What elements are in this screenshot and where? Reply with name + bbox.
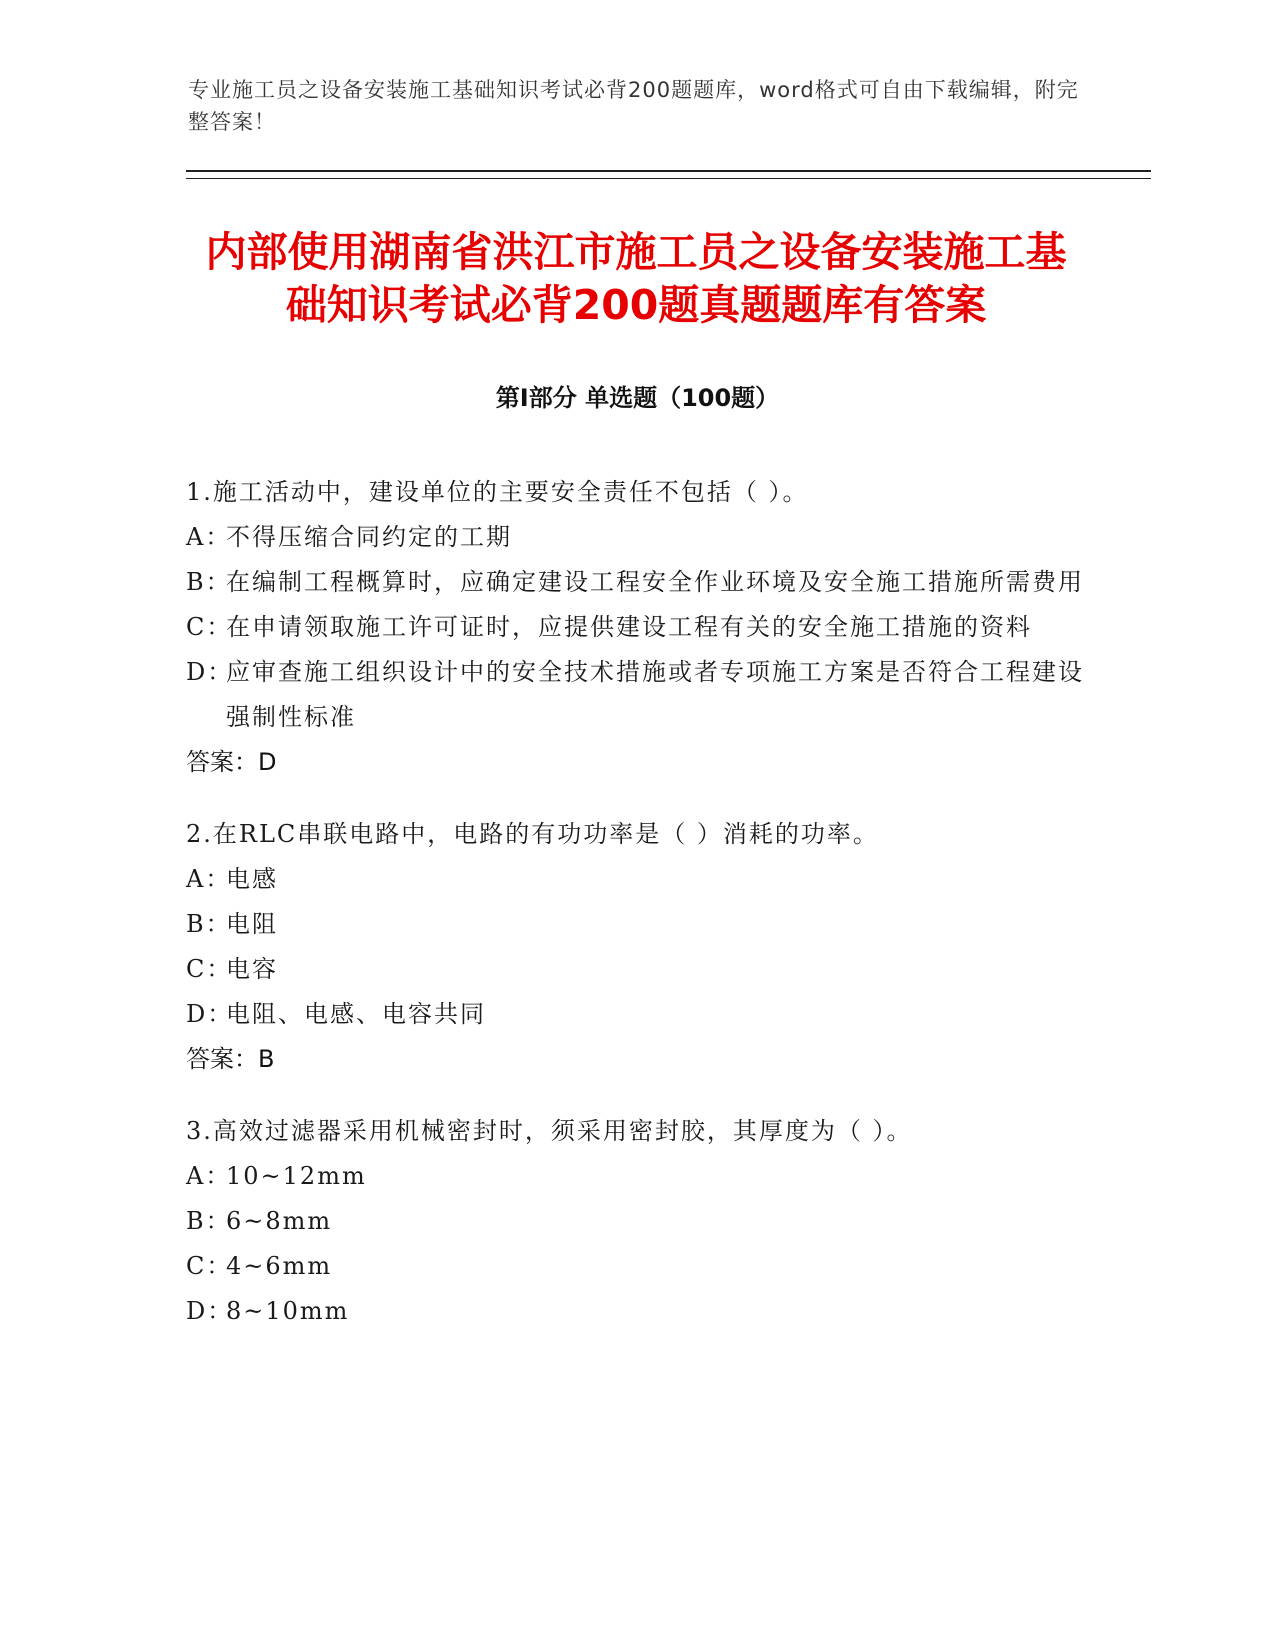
section-heading: 第I部分 单选题（100题） (495, 384, 780, 412)
option-text: 8~10mm (226, 1297, 350, 1325)
option-key: B： (186, 568, 232, 596)
option-a (186, 857, 1086, 902)
option-d (186, 1289, 1086, 1334)
option-text: 6~8mm (226, 1207, 333, 1235)
option-text: 电感 (226, 865, 278, 893)
option-text: 电容 (226, 955, 278, 983)
question-stem: 3.高效过滤器采用机械密封时，须采用密封胶，其厚度为（ ）。 (186, 1117, 913, 1145)
option-text: 10~12mm (226, 1162, 367, 1190)
option-key: D： (186, 1297, 234, 1325)
option-c (186, 947, 1086, 992)
header-note: 专业施工员之设备安装施工基础知识考试必背200题题库，word格式可自由下载编辑，附完整答案！ (188, 78, 1079, 134)
answer: 答案：B (186, 1045, 275, 1073)
option-key: D： (186, 1000, 234, 1028)
question-3 (186, 1109, 1086, 1334)
option-b (186, 902, 1086, 947)
option-key: A： (186, 1162, 232, 1190)
option-key: C： (186, 955, 233, 983)
question-list (186, 470, 1086, 1361)
option-text: 在申请领取施工许可证时，应提供建设工程有关的安全施工措施的资料 (226, 613, 1032, 641)
option-a (186, 515, 1086, 560)
question-1 (186, 470, 1086, 785)
option-key: C： (186, 1252, 233, 1280)
option-key: B： (186, 910, 232, 938)
option-text: 4~6mm (226, 1252, 333, 1280)
option-b (186, 1199, 1086, 1244)
option-key: D： (186, 658, 234, 686)
option-text: 应审查施工组织设计中的安全技术措施或者专项施工方案是否符合工程建设强制性标准 (226, 658, 1084, 731)
option-text: 电阻 (226, 910, 278, 938)
option-d (186, 992, 1086, 1037)
option-a (186, 1154, 1086, 1199)
option-text: 电阻、电感、电容共同 (226, 1000, 486, 1028)
option-b (186, 560, 1086, 605)
question-2 (186, 812, 1086, 1082)
header-rule-thick (186, 170, 1151, 172)
option-key: A： (186, 865, 232, 893)
question-stem: 2.在RLC串联电路中，电路的有功功率是（ ）消耗的功率。 (186, 820, 879, 848)
option-key: B： (186, 1207, 232, 1235)
option-key: A： (186, 523, 232, 551)
option-text: 在编制工程概算时，应确定建设工程安全作业环境及安全施工措施所需费用 (226, 568, 1084, 596)
document-title: 内部使用湖南省洪江市施工员之设备安装施工基础知识考试必背200题真题题库有答案 (205, 228, 1067, 329)
option-text: 不得压缩合同约定的工期 (226, 523, 512, 551)
question-stem: 1.施工活动中，建设单位的主要安全责任不包括（ ）。 (186, 478, 809, 506)
option-d (186, 650, 1086, 740)
option-key: C： (186, 613, 233, 641)
answer: 答案：D (186, 748, 277, 776)
option-c (186, 605, 1086, 650)
option-c (186, 1244, 1086, 1289)
header-rule-thin (186, 178, 1151, 179)
